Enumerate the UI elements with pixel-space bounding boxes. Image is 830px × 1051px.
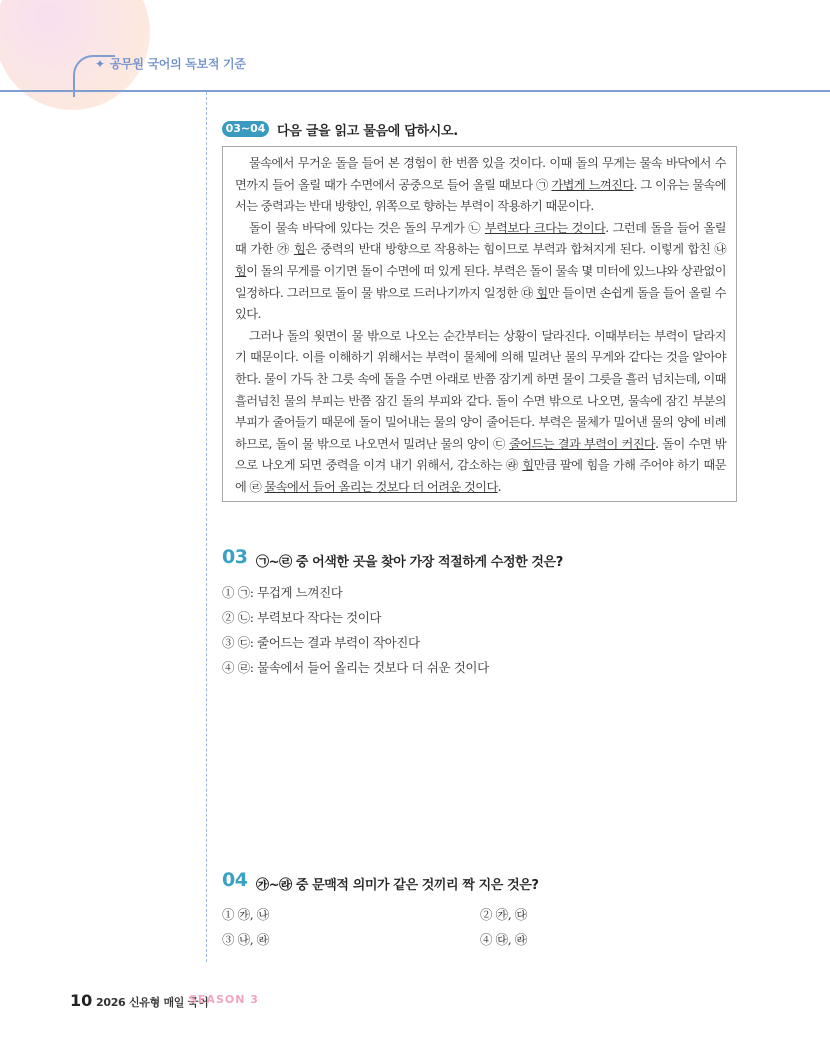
passage-paragraph-1: 물속에서 무거운 돌을 들어 본 경험이 한 번쯤 있을 것이다. 이때 돌의 무게는 물속 바닥에서 수면까지 들어 올릴 때가 수면에서 공중으로 들어 올릴 때보다 ㉠ 가볍게 느껴진다. 그 이유는 물속에서는 중력과는 반대 방향인, 위쪽으로 향하는 부력이 작용하기 때문이다. xyxy=(235,156,727,214)
underline-da: 힘 xyxy=(536,285,548,300)
section-instruction: 다음 글을 읽고 물음에 답하시오. xyxy=(277,124,458,139)
q4-choice-3[interactable]: ③ ㉯, ㉱ xyxy=(222,932,270,947)
reading-passage xyxy=(222,146,737,502)
q4-choice-2[interactable]: ② ㉮, ㉰ xyxy=(480,907,528,922)
underline-ga: 힘 xyxy=(293,242,306,257)
page-number: 10 xyxy=(70,991,93,1010)
q3-choice-3[interactable]: ③ ㉢: 줄어드는 결과 부력이 작아진다 xyxy=(222,635,420,650)
underline-na: 힘 xyxy=(235,263,247,278)
passage-paragraph-2: 돌이 물속 바닥에 있다는 것은 돌의 무게가 ㉡ 부력보다 크다는 것이다. 그런데 돌을 들어 올릴 때 가한 ㉮ 힘은 중력의 반대 방향으로 작용하는 힘이므로 부력과 합쳐지게 된다. 이렇게 합친 ㉯ 힘이 돌의 무게를 이기면 돌이 수면에 떠 있게 된다. 부력은 돌이 물속 몇 미터에 있느냐와 상관없이 일정하다. 그러므로 돌이 물 밖으로 드러나기까지 일정한 ㉰ 힘만 들이면 손쉽게 돌을 들어 올릴 수 있다. xyxy=(235,220,727,322)
question-3-number: 03 xyxy=(222,546,248,568)
header-bar xyxy=(0,0,830,92)
question-range-badge: 03~04 xyxy=(222,121,269,137)
season-label: SEASON 3 xyxy=(189,993,259,1006)
header-title xyxy=(95,55,246,72)
underline-ra: 힘 xyxy=(522,458,534,473)
header-title-text: 공무원 국어의 독보적 기준 xyxy=(109,57,246,71)
underline-digeut: 줄어드는 결과 부력이 커진다 xyxy=(509,436,656,451)
question-4-text: ㉮~㉱ 중 문맥적 의미가 같은 것끼리 짝 지은 것은? xyxy=(256,878,539,893)
sparkle-icon: ✦ xyxy=(95,57,105,71)
q3-choice-2[interactable]: ② ㉡: 부력보다 작다는 것이다 xyxy=(222,610,382,625)
q3-choice-1[interactable]: ① ㉠: 무겁게 느껴진다 xyxy=(222,585,343,600)
question-3-text: ㉠~㉣ 중 어색한 곳을 찾아 가장 적절하게 수정한 것은? xyxy=(256,555,563,570)
question-4-number: 04 xyxy=(222,869,248,891)
underline-rieul: 물속에서 들어 올리는 것보다 더 어려운 것이다 xyxy=(264,479,498,494)
passage-paragraph-3: 그러나 돌의 윗면이 물 밖으로 나오는 순간부터는 상황이 달라진다. 이때부터는 부력이 달라지기 때문이다. 이를 이해하기 위해서는 부력이 물체에 의해 밀려난 물의 무게와 같다는 것을 알아야 한다. 물이 가득 찬 그릇 속에 돌을 수면 아래로 반쯤 잠기게 하면 물이 그릇을 흘러 넘치는데, 이때 흘러넘친 물의 부피는 반쯤 잠긴 돌의 부피와 같다. 돌이 수면 밖으로 나오면, 물속에 잠긴 부분의 부피가 줄어들기 때문에 돌이 밀어내는 물의 양이 줄어든다. 부력은 물체가 밀어낸 물의 양에 비례하므로, 돌이 물 밖으로 나오면서 밀려난 물의 양이 ㉢ 줄어드는 결과 부력이 커진다. 돌이 수면 밖으로 나오게 되면 중력을 이겨 내기 위해서, 감소하는 ㉱ 힘만큼 팔에 힘을 가해 주어야 하기 때문에 ㉣ 물속에서 들어 올리는 것보다 더 어려운 것이다. xyxy=(235,328,726,494)
underline-nieun: 부력보다 크다는 것이다 xyxy=(484,220,606,235)
q4-choice-1[interactable]: ① ㉮, ㉯ xyxy=(222,907,270,922)
q4-choice-4[interactable]: ④ ㉰, ㉱ xyxy=(480,932,528,947)
q3-choice-4[interactable]: ④ ㉣: 물속에서 들어 올리는 것보다 더 쉬운 것이다 xyxy=(222,660,489,675)
underline-giyeok: 가볍게 느껴진다 xyxy=(551,177,634,192)
book-title: 2026 신유형 매일 국어 xyxy=(96,996,209,1009)
margin-dotted-line xyxy=(206,92,207,962)
